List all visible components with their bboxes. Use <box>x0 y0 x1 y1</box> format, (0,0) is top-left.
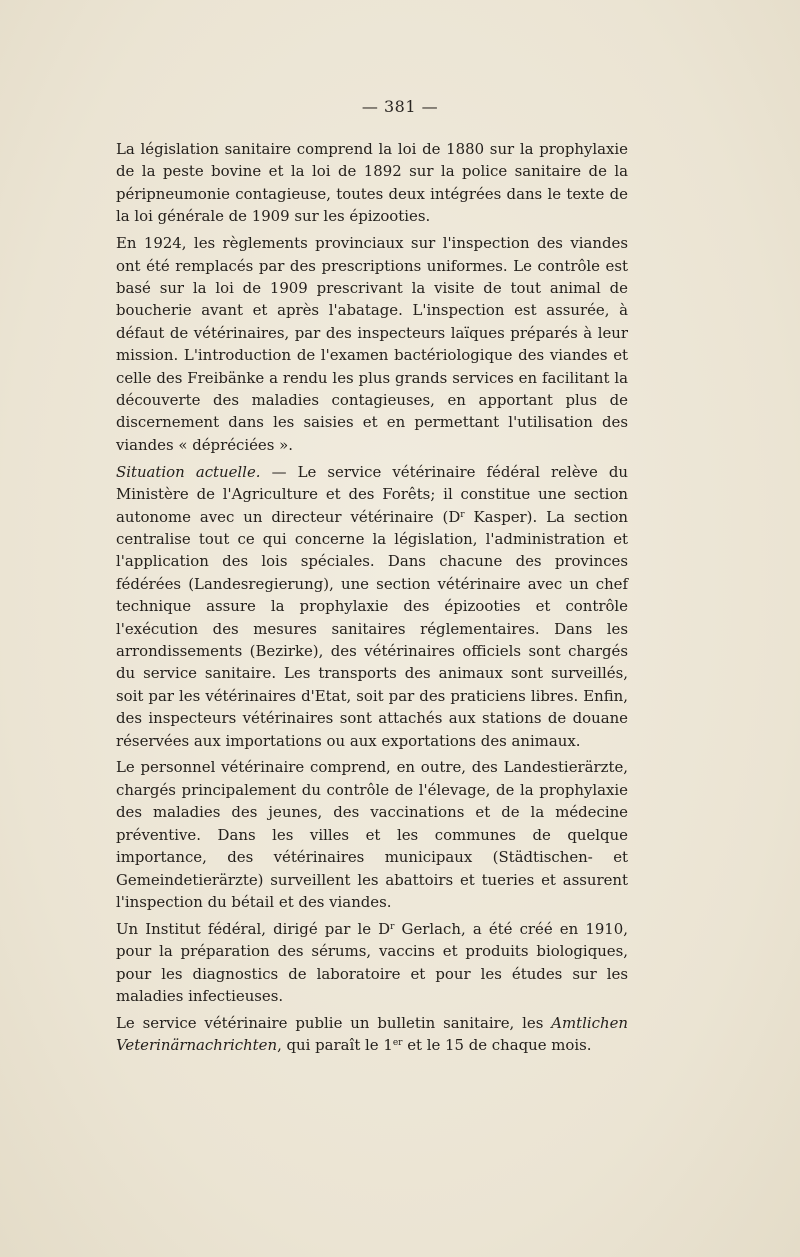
bulletin-title: Amtlichen Veterinärnachrichten <box>116 1013 628 1055</box>
superscript: r <box>390 921 395 932</box>
paragraph-text-part: , qui paraît le 1 <box>277 1036 393 1055</box>
paragraph-personnel: Le personnel vétérinaire comprend, en outre, des Landestierärzte, chargés principalement du contrôle de l'élevage, de la prophylaxie des maladies des jeunes, des vaccinations et de la médecine préventive. Dans les villes et les communes de quelque importance, des vétérinaires municipaux (Städtischen- et Gemeindetierärzte) surveillent les abattoirs et tueries et assurent l'inspection du bétail et des viandes. <box>116 758 628 911</box>
paragraph-text-part: Un Institut fédéral, dirigé par le D <box>116 919 391 938</box>
paragraph-text-part: Kasper). La section centralise tout ce qui concerne la législation, l'administration et l'application des lois spéciales. Dans chacune des provinces fédérées (Landesregierung), une section vétérinaire avec un chef technique assure la prophylaxie des épizooties et contrôle l'exécution des mesures sanitaires réglementaires. Dans les arrondissements (Bezirke), des vétérinaires officiels sont chargés du service sanitaire. Les transports des animaux sont surveillés, soit par les vétérinaires d'Etat, soit par des praticiens libres. Enfin, des inspecteurs vétérinaires sont attachés aux stations de douane réservées aux importations ou aux exportations des animaux. <box>116 507 628 750</box>
body-text <box>116 138 628 1061</box>
paragraph-current-situation <box>116 461 628 752</box>
paragraph-text-part: Gerlach, a été créé en 1910, pour la préparation des sérums, vaccins et produits biologiques, pour les diagnostics de laboratoire et pour les études sur les maladies infectieuses. <box>116 919 628 1006</box>
paragraph-text-part: — Le service vétérinaire fédéral relève du Ministère de l'Agriculture et des Forêts; il constitue une section autonome avec un directeur vétérinaire (D <box>116 462 629 526</box>
paragraph-text-part: et le 15 de chaque mois. <box>402 1036 592 1055</box>
superscript: er <box>392 1038 403 1049</box>
paragraph-meat-inspection: En 1924, les règlements provinciaux sur l'inspection des viandes ont été remplacés par des prescriptions uniformes. Le contrôle est basé sur la loi de 1909 prescrivant la visite de tout animal de boucherie avant et après l'abatage. L'inspection est assurée, à défaut de vétérinaires, par des inspecteurs laïques préparés à leur mission. L'introduction de l'examen bactériologique des viandes et celle des Freibänke a rendu les plus grands services en facilitant la découverte des maladies contagieuses, en apportant plus de discernement dans les saisies et en permettant l'utilisation des viandes « dépréciées ». <box>116 234 628 454</box>
superscript: r <box>460 509 465 520</box>
paragraph-text-part: Le service vétérinaire publie un bulletin sanitaire, les <box>116 1013 552 1032</box>
page-number: — 381 — <box>361 97 439 116</box>
paragraph-legislation: La législation sanitaire comprend la loi de 1880 sur la prophylaxie de la peste bovine et la loi de 1892 sur la police sanitaire de la péripneumonie contagieuse, toutes deux intégrées dans le texte de la loi générale de 1909 sur les épizooties. <box>116 140 628 226</box>
paragraph-institute <box>116 918 628 1008</box>
paragraph-bulletin <box>116 1012 628 1057</box>
section-heading: Situation actuelle. <box>116 462 261 481</box>
